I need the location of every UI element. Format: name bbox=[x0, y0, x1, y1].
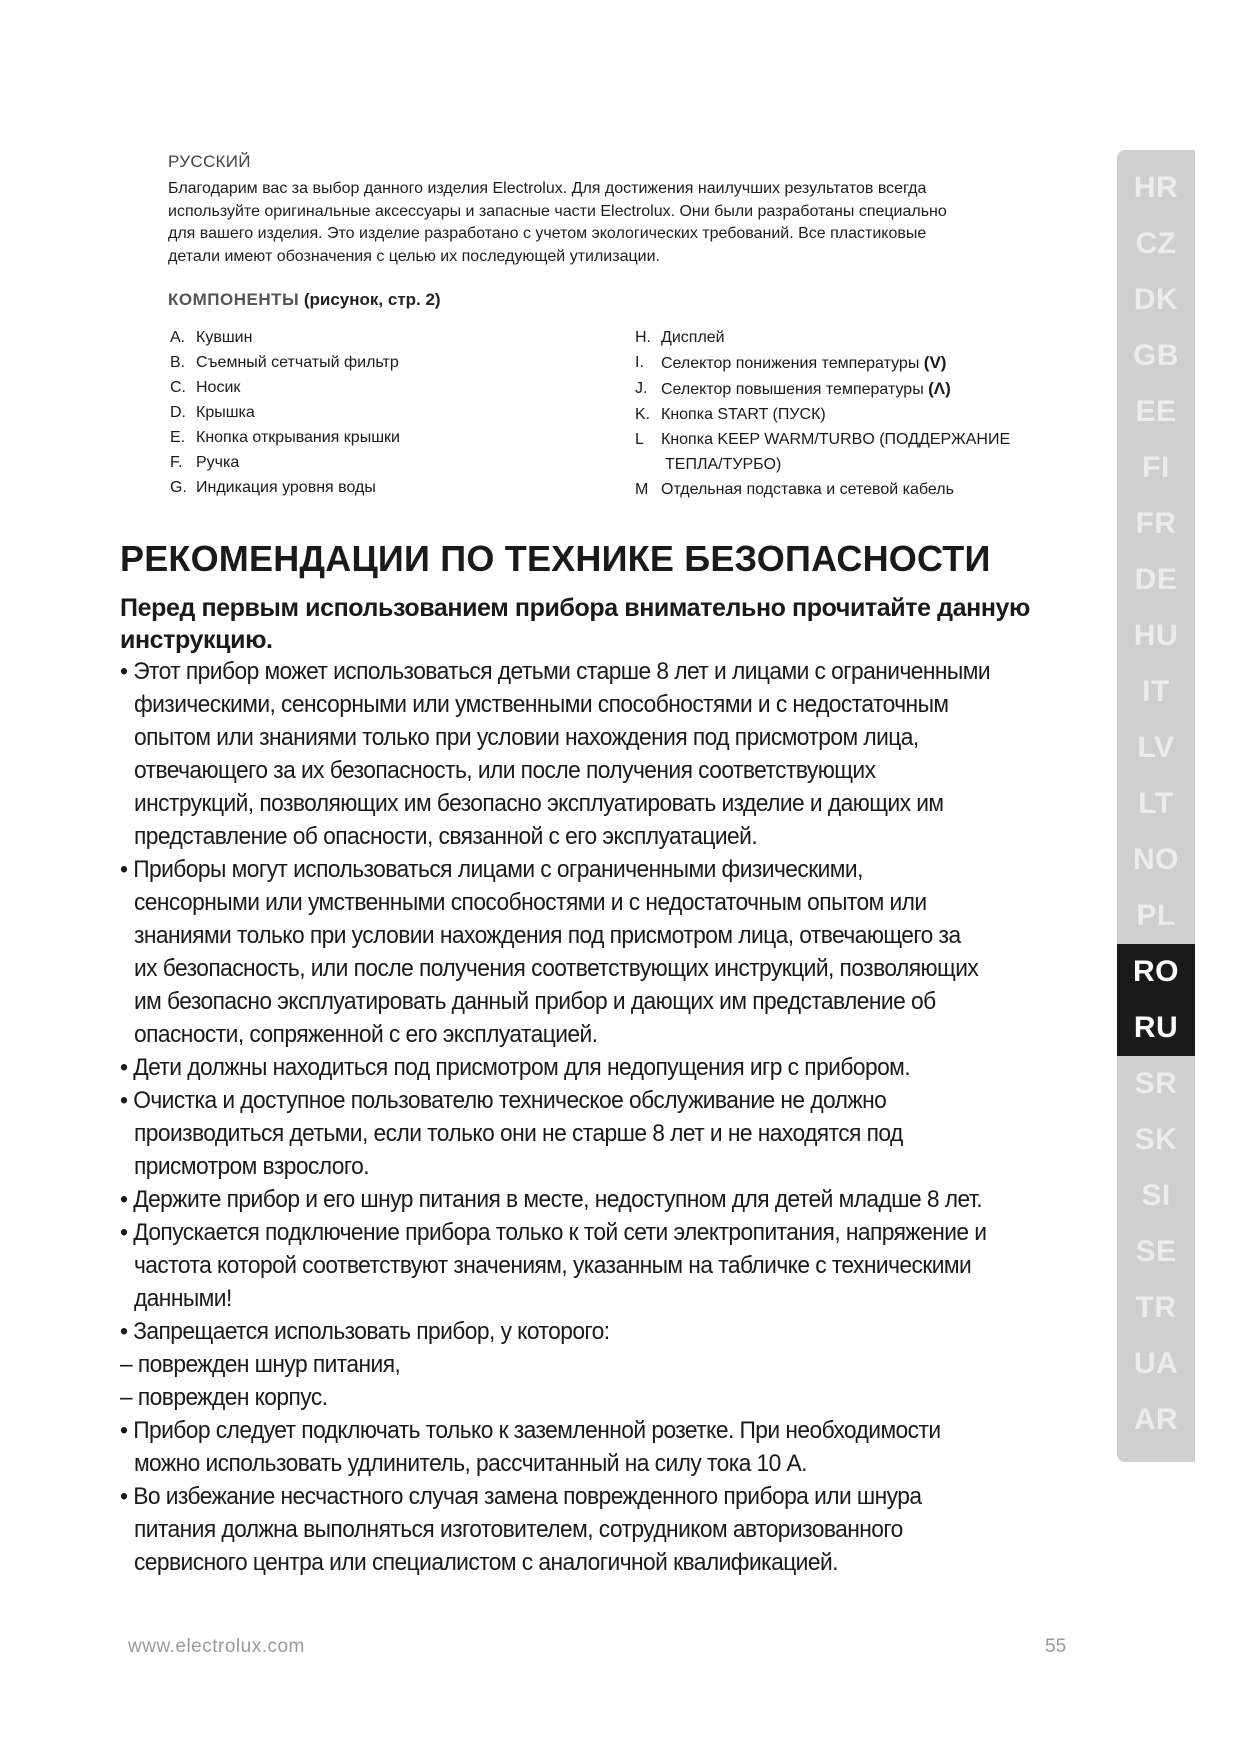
components-list-left bbox=[170, 325, 610, 500]
language-tab-ru[interactable]: RU bbox=[1117, 1000, 1195, 1056]
intro-line: для вашего изделия. Это изделие разработано с учетом экологических требований. Все пластиковые bbox=[168, 225, 927, 242]
safety-rule bbox=[120, 1348, 1013, 1381]
safety-rule bbox=[120, 1084, 1013, 1183]
safety-rule-line: • Этот прибор может использоваться детьми старше 8 лет и лицами с ограниченными bbox=[120, 658, 991, 685]
component-item: A. Кувшин bbox=[170, 329, 253, 346]
safety-rule-line: • Приборы могут использоваться лицами с ограниченными физическими, bbox=[120, 856, 863, 883]
safety-rule bbox=[120, 1381, 1013, 1414]
language-tab-se[interactable]: SE bbox=[1135, 1235, 1177, 1268]
safety-title: РЕКОМЕНДАЦИИ ПО ТЕХНИКЕ БЕЗОПАСНОСТИ bbox=[120, 538, 991, 579]
language-tab-ua[interactable]: UA bbox=[1133, 1347, 1179, 1380]
safety-rule bbox=[120, 655, 1013, 853]
safety-rule-line-cont: отвечающего за их безопасность, или после получения соответствующих bbox=[133, 757, 876, 784]
language-tab-lt[interactable]: LT bbox=[1138, 787, 1174, 820]
language-tab-ro[interactable]: RO bbox=[1117, 944, 1195, 1000]
language-tab-sk[interactable]: SK bbox=[1134, 1123, 1178, 1156]
safety-rule-line-cont: частота которой соответствуют значениям, указанным на табличке с техническими bbox=[133, 1252, 972, 1279]
language-tab-pl[interactable]: PL bbox=[1136, 899, 1176, 932]
intro-line: Благодарим вас за выбор данного изделия Electrolux. Для достижения наилучших результатов всегда bbox=[168, 180, 927, 197]
language-tab-hr[interactable]: HR bbox=[1133, 171, 1179, 204]
safety-rule-line: – поврежден шнур питания, bbox=[120, 1351, 401, 1378]
safety-rule-line-cont: знаниями только при условии нахождения под присмотром лица, отвечающего за bbox=[133, 922, 961, 949]
safety-rule bbox=[120, 853, 1013, 1051]
component-item: L Кнопка KEEP WARM/TURBO (ПОДДЕРЖАНИЕ bbox=[635, 431, 1011, 448]
safety-rule-line-cont: сенсорными или умственными способностями и с недостаточным опытом или bbox=[133, 889, 927, 916]
language-tab-no[interactable]: NO bbox=[1133, 843, 1179, 876]
safety-rule-line-cont: физическими, сенсорными или умственными способностями и с недостаточным bbox=[133, 691, 949, 718]
components-heading bbox=[168, 290, 441, 310]
safety-subtitle: Перед первым использованием прибора внимательно прочитайте данную инструкцию. bbox=[120, 594, 1030, 654]
component-item: I. Селектор понижения температуры (V) bbox=[635, 353, 947, 372]
language-tab-fi[interactable]: FI bbox=[1142, 451, 1170, 484]
component-item: H. Дисплей bbox=[635, 329, 725, 346]
intro-line: детали имеют обозначения с целью их последующей утилизации. bbox=[168, 247, 660, 265]
language-tab-sr[interactable]: SR bbox=[1134, 1067, 1178, 1100]
language-tab-list bbox=[1117, 160, 1195, 1448]
safety-rule-line-cont: представление об опасности, связанной с его эксплуатацией. bbox=[133, 823, 758, 850]
safety-rule-line-cont: можно использовать удлинитель, рассчитанный на силу тока 10 А. bbox=[133, 1450, 807, 1477]
safety-rule bbox=[120, 1051, 1013, 1084]
safety-rule-line: • Допускается подключение прибора только к той сети электропитания, напряжение и bbox=[120, 1219, 987, 1246]
safety-rule-line: • Во избежание несчастного случая замена поврежденного прибора или шнура bbox=[120, 1483, 922, 1510]
safety-rule bbox=[120, 1414, 1013, 1480]
safety-rule-line: • Очистка и доступное пользователю техническое обслуживание не должно bbox=[120, 1087, 887, 1114]
safety-rule bbox=[120, 1315, 1013, 1348]
safety-rule-line: • Запрещается использовать прибор, у которого: bbox=[120, 1318, 610, 1345]
safety-rule-line-cont: сервисного центра или специалистом с аналогичной квалификацией. bbox=[133, 1549, 838, 1576]
language-tab-ar[interactable]: AR bbox=[1133, 1403, 1179, 1436]
components-title: КОМПОНЕНТЫ bbox=[168, 290, 300, 309]
component-item-continuation: ТЕПЛА/ТУРБО) bbox=[665, 456, 782, 473]
language-tab-ee[interactable]: EE bbox=[1135, 395, 1177, 428]
language-tab-cz[interactable]: CZ bbox=[1135, 227, 1177, 260]
components-figure-ref: (рисунок, стр. 2) bbox=[303, 290, 441, 309]
safety-rule bbox=[120, 1183, 1013, 1216]
chevron-up-icon: (Λ) bbox=[928, 379, 951, 398]
language-tab-tr[interactable]: TR bbox=[1135, 1291, 1177, 1324]
safety-rule-line-cont: производиться детьми, если только они не старше 8 лет и не находятся под bbox=[133, 1120, 903, 1147]
safety-rule bbox=[120, 1480, 1013, 1579]
component-item: J. Селектор повышения температуры (Λ) bbox=[635, 379, 951, 398]
component-item: D. Крышка bbox=[170, 404, 255, 421]
safety-rule-line-cont: опытом или знаниями только при условии нахождения под присмотром лица, bbox=[133, 724, 919, 751]
component-item: K. Кнопка START (ПУСК) bbox=[635, 406, 826, 423]
safety-rule-line-cont: данными! bbox=[133, 1285, 232, 1312]
safety-rule-line-cont: присмотром взрослого. bbox=[133, 1153, 370, 1180]
footer-website: www.electrolux.com bbox=[128, 1636, 305, 1657]
language-label: РУССКИЙ bbox=[168, 152, 251, 171]
language-tab-fr[interactable]: FR bbox=[1135, 507, 1177, 540]
safety-rule-line: • Держите прибор и его шнур питания в месте, недоступном для детей младше 8 лет. bbox=[120, 1186, 983, 1213]
intro-line: используйте оригинальные аксессуары и запасные части Electrolux. Они были разработаны специально bbox=[168, 202, 947, 220]
safety-rule-line-cont: им безопасно эксплуатировать данный прибор и дающих им представление об bbox=[133, 988, 936, 1015]
language-tab-gb[interactable]: GB bbox=[1133, 339, 1179, 372]
language-tab-lv[interactable]: LV bbox=[1137, 731, 1175, 764]
component-item: B. Съемный сетчатый фильтр bbox=[170, 354, 399, 371]
safety-rules-list bbox=[120, 655, 1013, 1579]
safety-rule-line-cont: опасности, сопряженной с его эксплуатацией. bbox=[133, 1021, 598, 1048]
page-number: 55 bbox=[1045, 1636, 1067, 1657]
components-list-right bbox=[635, 325, 1065, 502]
intro-text bbox=[168, 178, 1068, 268]
safety-rule bbox=[120, 1216, 1013, 1315]
safety-rule-line-cont: их безопасность, или после получения соответствующих инструкций, позволяющих bbox=[133, 955, 979, 982]
chevron-down-icon: (V) bbox=[923, 353, 947, 372]
language-tab-it[interactable]: IT bbox=[1142, 675, 1170, 708]
safety-rule-line: – поврежден корпус. bbox=[120, 1384, 328, 1411]
component-item: C. Носик bbox=[170, 379, 241, 396]
component-item: M Отдельная подставка и сетевой кабель bbox=[635, 481, 954, 498]
safety-rule-line-cont: инструкций, позволяющих им безопасно эксплуатировать изделие и дающих им bbox=[133, 790, 944, 817]
component-item: G. Индикация уровня воды bbox=[170, 479, 376, 496]
component-item: F. Ручка bbox=[170, 454, 240, 471]
language-tab-de[interactable]: DE bbox=[1134, 563, 1178, 596]
safety-rule-line: • Дети должны находиться под присмотром для недопущения игр с прибором. bbox=[120, 1054, 911, 1081]
safety-rule-line: • Прибор следует подключать только к заземленной розетке. При необходимости bbox=[120, 1417, 941, 1444]
safety-rule-line-cont: питания должна выполняться изготовителем, сотрудником авторизованного bbox=[133, 1516, 903, 1543]
component-item: E. Кнопка открывания крышки bbox=[170, 429, 400, 446]
language-tab-si[interactable]: SI bbox=[1141, 1179, 1171, 1212]
language-tab-hu[interactable]: HU bbox=[1133, 619, 1179, 652]
language-tab-dk[interactable]: DK bbox=[1133, 283, 1179, 316]
